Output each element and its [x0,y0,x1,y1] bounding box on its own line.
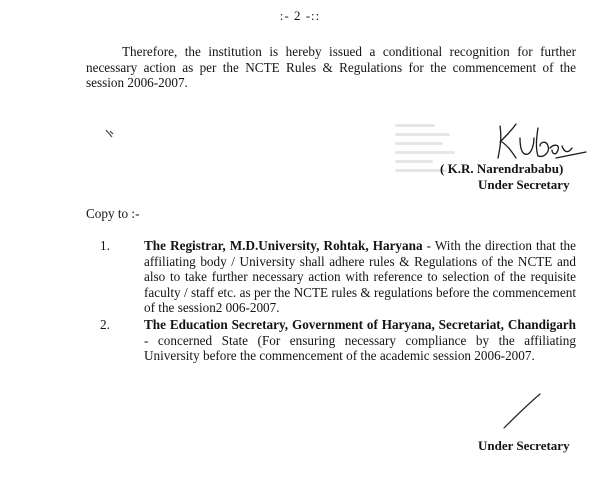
bottom-signature-stroke [500,390,546,432]
list-item [100,317,576,364]
signatory-name: ( K.R. Narendrababu) [440,161,564,176]
page-number: :- 2 -:: [279,8,321,23]
copy-list [100,238,576,365]
item-recipient: The Registrar, M.D.University, Rohtak, Haryana [144,238,423,253]
item-text: - concerned State (For ensuring necessary compliance by the affiliating University before the commencement of the academic session 2006-2007. [144,332,576,364]
item-text: - With the direction that the affiliating body / University shall adhere rules & Regulations of the NCTE and also to take further necessary action with reference to selection of the requisite faculty / staff etc. as per the NCTE rules & regulations before the commencement of the session2 006-2007. [144,238,576,316]
list-item [100,238,576,316]
item-number: 1. [100,238,110,253]
signature-block [440,118,590,193]
copy-to-heading: Copy to :- [86,206,140,221]
item-number: 2. [100,316,110,332]
stray-pen-mark [104,128,116,140]
item-recipient: The Education Secretary, Government of Haryana, Secretariat, Chandigarh [144,316,576,332]
bottom-signatory-title: Under Secretary [478,438,570,453]
intro-paragraph: Therefore, the institution is hereby issued a conditional recognition for further necessary action as per the NCTE Rules & Regulations for the commencement of the session 2006-2007. [86,44,576,91]
signatory-title: Under Secretary [478,177,570,192]
handwritten-signature [490,118,590,166]
